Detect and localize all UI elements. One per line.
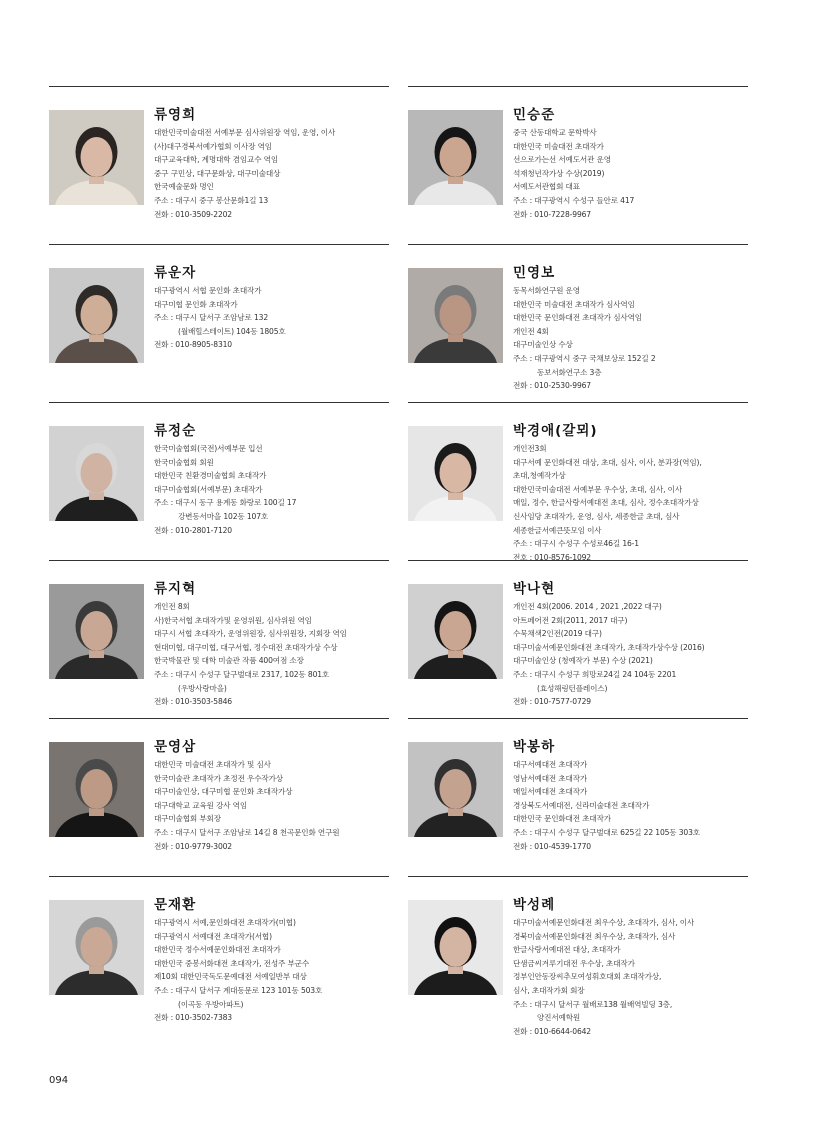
artist-portrait [49, 900, 144, 995]
artist-entry [408, 86, 748, 244]
artist-detail-line: 대한민국 중봉서화대전 초대작가, 전성주 부군수 [154, 958, 310, 968]
artist-detail-line: 개인전 4회(2006. 2014 , 2021 ,2022 대구) [513, 602, 662, 611]
artist-detail-line: 경북미술서예문인화대전 최우수상, 초대작가, 심사 [513, 931, 676, 941]
artist-info [513, 738, 748, 853]
artist-detail-line: 주소 : 대구시 달서구 계대동문로 123 101동 503호 [154, 985, 323, 995]
artist-detail-line: 제10회 대한민국독도문예대전 서예일반부 대상 [154, 972, 307, 982]
artist-detail-line: 한국미술협회(국전)서예부문 입선 [154, 444, 263, 453]
artist-detail-line: (우방사랑마을) [178, 683, 227, 693]
artist-portrait [408, 742, 503, 837]
artist-info [154, 738, 389, 853]
artist-detail-line: 대구미술서예문인화대전 초대작가, 초대작가상수상 (2016) [513, 642, 705, 652]
artist-portrait [49, 426, 144, 521]
artist-info [154, 264, 389, 352]
artist-detail-line: 한국박물관 및 대학 미술관 작품 400여점 소장 [154, 656, 304, 666]
artist-entry [408, 876, 748, 1034]
artist-portrait [408, 426, 503, 521]
artist-detail-line: 개인전 8회 [154, 602, 190, 611]
artist-detail-line: 현대미협, 대구미협, 대구서협, 정수대전 초대작가상 수상 [154, 642, 338, 652]
artist-name: 박나현 [513, 581, 556, 597]
artist-detail-line: 전화 : 010-9779-3002 [154, 841, 232, 851]
artist-detail-line: 서예도서관협회 대표 [513, 182, 580, 192]
artist-entry [49, 86, 389, 244]
right-column [408, 86, 748, 1034]
artist-detail-line: 개인전3회 [513, 444, 547, 453]
artist-detail-line: 대한민국미술대전 서예부문 심사위원장 역임, 운영, 이사 [154, 128, 336, 137]
artist-detail-line: 대한민국 미술대전 초대작가 [513, 141, 604, 151]
artist-detail-line: 주소 : 대구광역시 중구 국채보상로 152길 2 [513, 353, 656, 363]
artist-detail-line: 전화 : 010-4539-1770 [513, 841, 591, 851]
artist-detail-line: 주소 : 대구시 중구 봉산문화1길 13 [154, 195, 268, 205]
artist-detail-line: 경상북도서예대전, 신라미술대전 초대작가 [513, 800, 650, 810]
artist-detail-line: 대구미술인상 수상 [513, 340, 573, 350]
artist-detail-line: 주소 : 대구시 수성구 수성로46길 16-1 [513, 539, 639, 549]
artist-detail-line: 주소 : 대구광역시 수성구 들안로 417 [513, 195, 635, 205]
artist-name: 류영희 [154, 107, 197, 123]
artist-entry [408, 402, 748, 560]
artist-detail-line: 주소 : 대구시 동구 용계동 화랑로 100길 17 [154, 498, 297, 508]
artist-detail-line: 양진서예학원 [537, 1013, 581, 1023]
artist-name: 민승준 [513, 107, 556, 123]
artist-detail-line: 대구미술인상 (청예작가 부문) 수상 (2021) [513, 656, 653, 666]
artist-detail-line: (사)대구경북서예가협회 이사장 역임 [154, 141, 272, 151]
artist-info [154, 896, 389, 1025]
artist-detail-line: 신사임당 초대작가, 운영, 심사, 세종한글 초대, 심사 [513, 511, 680, 521]
artist-detail-line: 대구미협 문인화 초대작가 [154, 299, 238, 309]
artist-detail-line: 개인전 4회 [513, 326, 549, 336]
artist-detail-line: 전화 : 010-7577-0729 [513, 697, 591, 707]
artist-detail-line: 한국미술관 초대작가 초정전 우수작가상 [154, 773, 283, 783]
artist-entry [49, 244, 389, 402]
artist-name: 민영보 [513, 265, 556, 281]
artist-detail-line: 대구시 서협 초대작가, 운영위원장, 심사위원장, 지회장 역임 [154, 629, 347, 639]
artist-detail-line: 대구미술서예문인화대전 최우수상, 초대작가, 심사, 이사 [513, 918, 695, 927]
artist-portrait [408, 584, 503, 679]
artist-detail-line: 단샘금씨겨루기대전 우수상, 초대작가 [513, 958, 635, 968]
artist-name: 박경애(갈뫼) [513, 423, 598, 439]
artist-name: 류정순 [154, 423, 197, 439]
artist-entry [49, 560, 389, 718]
artist-detail-line: 주소 : 대구시 수성구 달구벌대로 2317, 102동 801호 [154, 669, 330, 679]
artist-detail-line: 아트페어전 2회(2011, 2017 대구) [513, 615, 628, 625]
left-column [49, 86, 389, 1034]
artist-detail-line: (이곡동 우방아파트) [178, 999, 244, 1009]
artist-detail-line: 한국미술협회 회원 [154, 457, 214, 467]
artist-detail-line: 영남서예대전 초대작가 [513, 773, 588, 783]
artist-portrait [49, 742, 144, 837]
artist-detail-line: 대한민국 문인화대전 초대작가 심사역임 [513, 313, 642, 323]
artist-detail-line: 동목서화연구원 운영 [513, 286, 580, 295]
artist-detail-line: 대구대학교 교육원 강사 역임 [154, 800, 248, 810]
artist-info [513, 422, 748, 564]
artist-detail-line: 대구미술협회(서예부문) 초대작가 [154, 484, 263, 494]
artist-portrait [49, 268, 144, 363]
artist-detail-line: 중구 구민상, 대구문화상, 대구미술대상 [154, 168, 281, 178]
artist-portrait [49, 110, 144, 205]
artist-info [513, 896, 748, 1038]
artist-detail-line: 세종한글서예큰뜻모임 이사 [513, 525, 602, 535]
artist-entry [408, 244, 748, 402]
artist-detail-line: 강변동서마을 102동 107호 [178, 511, 269, 521]
artist-detail-line: (월배힐스테이트) 104동 1805호 [178, 326, 286, 336]
artist-detail-line: 전화 : 010-3502-7383 [154, 1013, 232, 1023]
artist-info [513, 264, 748, 393]
artist-detail-line: 주소 : 대구시 수성구 달구벌대로 625길 22 105동 303호 [513, 827, 700, 837]
artist-detail-line: 한글사랑서예대전 대상, 초대작가 [513, 945, 621, 955]
artist-info [154, 580, 389, 709]
artist-detail-line: 한국예술문화 명인 [154, 182, 214, 192]
artist-detail-line: 대구서예대전 초대작가 [513, 760, 588, 769]
artist-detail-line: 매일, 정수, 한글사랑서예대전 초대, 심사, 정수초대작가상 [513, 498, 699, 508]
artist-name: 박봉하 [513, 739, 556, 755]
artist-detail-line: 초대,청예작가상 [513, 471, 566, 481]
artist-detail-line: 주소 : 대구시 수성구 희망로24길 24 104동 2201 [513, 669, 677, 679]
artist-entry [49, 402, 389, 560]
artist-portrait [408, 268, 503, 363]
artist-detail-line: 사)한국서협 초대작가및 운영위원, 심사위원 역임 [154, 615, 312, 625]
artist-detail-line: 전화 : 010-3509-2202 [154, 209, 232, 219]
artist-name: 박성례 [513, 897, 556, 913]
artist-detail-line: 주소 : 대구시 달서구 조암남로 14길 8 천곡문인화 연구원 [154, 827, 340, 837]
artist-detail-line: 주소 : 대구시 달서구 월배로138 월배역빌딩 3층, [513, 999, 673, 1009]
artist-detail-line: 수묵채색2인전(2019 대구) [513, 629, 602, 639]
artist-detail-line: 대구광역시 서예,문인화대전 초대작가(미협) [154, 918, 296, 927]
artist-entry [49, 718, 389, 876]
artist-detail-line: 동보서화연구소 3층 [537, 367, 602, 377]
artist-detail-line: 정부인안동장씨추모여성휘호대회 초대작가상, [513, 972, 662, 982]
artist-detail-line: 대구서예 문인화대전 대상, 초대, 심사, 이사, 분과장(역임), [513, 457, 702, 467]
artist-detail-line: 대한민국 문인화대전 초대작가 [513, 814, 611, 824]
artist-detail-line: 대구광역시 서협 문인화 초대작가 [154, 286, 262, 295]
artist-info [513, 106, 748, 221]
artist-detail-line: 주소 : 대구시 달서구 조암남로 132 [154, 313, 268, 323]
artist-name: 문재환 [154, 897, 197, 913]
artist-detail-line: (효성해링턴플레이스) [537, 683, 608, 693]
artist-portrait [408, 110, 503, 205]
artist-name: 문영삼 [154, 739, 197, 755]
artist-detail-line: 심사, 초대작가회 회장 [513, 985, 585, 995]
artist-detail-line: 전화 : 010-7228-9967 [513, 209, 591, 219]
artist-detail-line: 대구광역시 서예대전 초대작가(서협) [154, 931, 272, 941]
artist-detail-line: 중국 산동대학교 문학박사 [513, 128, 597, 137]
artist-detail-line: 대한민국 친환경미술협회 초대작가 [154, 471, 267, 481]
artist-detail-line: 전화 : 010-6644-0642 [513, 1026, 591, 1036]
artist-detail-line: 선으로가는선 서예도서관 운영 [513, 155, 611, 165]
artist-info [513, 580, 748, 709]
artist-name: 류지혁 [154, 581, 197, 597]
artist-info [154, 422, 389, 537]
artist-detail-line: 대한민국미술대전 서예부문 우수상, 초대, 심사, 이사 [513, 484, 683, 494]
artist-detail-line: 전호 : 010-8576-1092 [513, 552, 591, 562]
artist-name: 류운자 [154, 265, 197, 281]
artist-info [154, 106, 389, 221]
artist-detail-line: 대구미술협회 부회장 [154, 814, 221, 824]
artist-entry [408, 560, 748, 718]
artist-detail-line: 석재청년작가상 수상(2019) [513, 168, 605, 178]
artist-detail-line: 대구교육대학, 계명대학 겸임교수 역임 [154, 155, 279, 165]
artist-detail-line: 대한민국 정수서예문인화대전 초대작가 [154, 945, 281, 955]
artist-detail-line: 대구미술인상, 대구미협 문인화 초대작가상 [154, 787, 293, 797]
artist-entry [408, 718, 748, 876]
artist-detail-line: 대한민국 미술대전 초대작가 및 심사 [154, 760, 271, 769]
artist-detail-line: 매일서예대전 초대작가 [513, 787, 588, 797]
page-number: 094 [49, 1075, 69, 1086]
artist-portrait [408, 900, 503, 995]
artist-detail-line: 대한민국 미술대전 초대작가 심사역임 [513, 299, 635, 309]
artist-detail-line: 전화 : 010-8905-8310 [154, 340, 232, 350]
artist-detail-line: 전화 : 010-3503-5846 [154, 697, 232, 707]
artist-detail-line: 전화 : 010-2801-7120 [154, 525, 232, 535]
artist-portrait [49, 584, 144, 679]
artist-entry [49, 876, 389, 1034]
artist-detail-line: 전화 : 010-2530-9967 [513, 381, 591, 391]
